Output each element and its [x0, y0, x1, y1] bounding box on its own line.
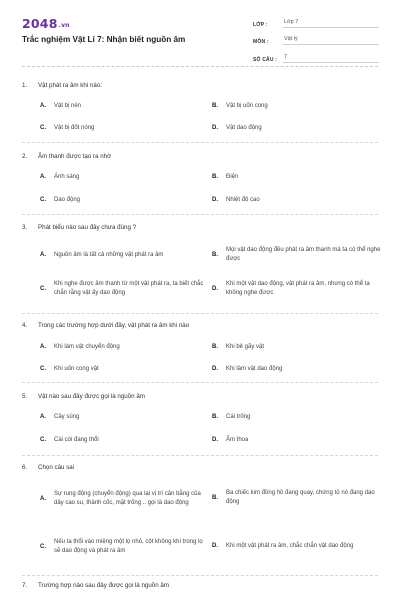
option-text: Điện: [226, 174, 239, 180]
option-d[interactable]: [212, 124, 382, 133]
question-text: [22, 322, 189, 329]
option-text: Khi bẻ gãy vật: [226, 344, 265, 350]
option-letter: D.: [212, 286, 218, 292]
question-stem: Vật nào sau đây được gọi là nguồn âm: [38, 393, 145, 400]
question-number: 3.: [22, 224, 28, 231]
meta-info: [253, 14, 379, 67]
option-a[interactable]: [40, 102, 200, 111]
option-c[interactable]: [40, 124, 200, 133]
question-stem: Trong các trường hợp dưới đây, vật phát ra âm khi nào: [38, 322, 190, 329]
question-stem: Chọn câu sai: [38, 464, 75, 471]
option-text: Cái còi đang thổi: [54, 437, 99, 443]
logo-suffix: .vn: [58, 22, 70, 29]
option-letter: C.: [40, 437, 46, 444]
option-c[interactable]: [40, 527, 208, 567]
option-b[interactable]: [212, 173, 382, 182]
question-divider: [22, 313, 378, 314]
question-divider: [22, 214, 378, 215]
option-b[interactable]: [212, 486, 384, 510]
option-letter: D.: [212, 543, 218, 549]
option-letter: D.: [212, 366, 218, 373]
option-text: Vật bị nén: [54, 103, 82, 109]
option-text: Vật dao động: [226, 125, 262, 131]
option-text: Sự rung động (chuyển động) qua lại vị trí cân bằng của dây cao su, thành cốc, mặt trống .. gọi là dao động: [54, 491, 201, 506]
option-b[interactable]: [212, 343, 382, 352]
question-text: [22, 224, 136, 231]
option-text: Ánh sáng: [54, 174, 80, 180]
meta-value-count: 7: [283, 54, 379, 63]
question-text: [22, 153, 111, 160]
option-letter: C.: [40, 125, 46, 132]
option-d[interactable]: [212, 365, 382, 374]
option-letter: C.: [40, 366, 46, 373]
option-a[interactable]: [40, 343, 200, 352]
option-text: Khi nghe được âm thanh từ một vật phát ra, ta biết chắc chắn rằng vật ấy dao động: [54, 281, 204, 296]
option-text: Dao động: [54, 197, 81, 203]
option-d[interactable]: [212, 436, 382, 445]
option-text: Khi một vật phát ra âm, chắc chắn vật dao động: [226, 542, 354, 549]
question-divider: [22, 455, 378, 456]
document-title: Trắc nghiệm Vật Lí 7: Nhận biết nguồn âm: [22, 35, 186, 44]
option-a[interactable]: [40, 245, 208, 265]
option-letter: B.: [212, 495, 218, 501]
option-a[interactable]: [40, 173, 200, 182]
question-divider: [22, 575, 378, 576]
question-stem: Phát biểu nào sau đây chưa đúng ?: [38, 224, 137, 231]
option-letter: A.: [40, 103, 46, 110]
option-letter: B.: [212, 344, 218, 351]
site-logo[interactable]: [22, 16, 70, 31]
option-text: Khi uốn cong vật: [54, 366, 99, 372]
question-number: 6.: [22, 464, 28, 471]
question-divider: [22, 142, 378, 143]
question-text: [22, 582, 169, 589]
option-c[interactable]: [40, 279, 208, 299]
meta-key: SỐ CÂU :: [253, 56, 278, 63]
option-text: Âm thoa: [226, 437, 249, 443]
option-text: Nguồn âm là tất cả những vật phát ra âm: [54, 251, 164, 258]
option-c[interactable]: [40, 436, 200, 445]
option-c[interactable]: [40, 196, 200, 205]
option-letter: D.: [212, 197, 218, 204]
question-number: 2.: [22, 153, 28, 160]
option-text: Khi làm vật dao động: [226, 366, 283, 372]
meta-value-subject: Vật lý: [283, 36, 379, 45]
option-letter: A.: [40, 174, 46, 181]
option-letter: C.: [40, 544, 46, 550]
option-text: Nhiệt độ cao: [226, 197, 260, 203]
option-letter: C.: [40, 286, 46, 292]
meta-key: LỚP :: [253, 21, 268, 28]
logo-text: 2048: [22, 16, 58, 31]
question-number: 1.: [22, 82, 28, 89]
option-letter: D.: [212, 125, 218, 132]
meta-row-subject: [253, 32, 379, 46]
option-text: Vật bị uốn cong: [226, 103, 268, 109]
option-letter: A.: [40, 414, 46, 421]
option-letter: B.: [212, 252, 218, 258]
option-letter: B.: [212, 414, 218, 421]
question-text: [22, 393, 145, 400]
question-number: 7.: [22, 582, 28, 589]
option-text: Khi làm vật chuyển động: [54, 344, 120, 350]
question-number: 4.: [22, 322, 28, 329]
option-c[interactable]: [40, 365, 200, 374]
option-letter: C.: [40, 197, 46, 204]
meta-row-class: [253, 14, 379, 28]
option-text: Nếu ta thổi vào miệng một lọ nhỏ, cột không khí trong lọ sẽ dao động và phát ra âm: [54, 539, 203, 554]
option-d[interactable]: [212, 534, 384, 558]
question-text: [22, 464, 74, 471]
option-b[interactable]: [212, 102, 382, 111]
option-d[interactable]: [212, 279, 384, 299]
option-a[interactable]: [40, 479, 208, 519]
option-b[interactable]: [212, 413, 382, 422]
option-letter: A.: [40, 344, 46, 351]
option-text: Cây súng: [54, 414, 80, 420]
meta-row-count: [253, 49, 379, 63]
question-stem: Trường hợp nào sau đây được gọi là nguồn âm: [38, 582, 169, 589]
option-text: Cái trống: [226, 414, 251, 420]
option-d[interactable]: [212, 196, 382, 205]
option-letter: B.: [212, 103, 218, 110]
option-letter: D.: [212, 437, 218, 444]
option-text: Ba chiếc kim đồng hồ đang quay, chứng tỏ nó đang dao động: [226, 490, 375, 505]
question-stem: Âm thanh được tạo ra nhờ: [38, 153, 112, 160]
option-text: Vật bị đốt nóng: [54, 125, 95, 131]
option-letter: A.: [40, 252, 46, 258]
option-text: Mọi vật dao động đều phát ra âm thanh mà ta có thể nghe được: [226, 247, 381, 262]
option-b[interactable]: [212, 245, 384, 265]
question-stem: Vật phát ra âm khi nào:: [38, 82, 102, 89]
option-a[interactable]: [40, 413, 200, 422]
question-divider: [22, 382, 378, 383]
question-number: 5.: [22, 393, 28, 400]
question-text: [22, 82, 102, 89]
header-divider: [22, 66, 378, 67]
meta-value-class: Lớp 7: [283, 19, 379, 28]
option-letter: B.: [212, 174, 218, 181]
meta-key: MÔN :: [253, 39, 269, 45]
option-text: Khi một vật dao động, vật phát ra âm, nhưng có thể ta không nghe được: [226, 281, 370, 296]
option-letter: A.: [40, 496, 46, 502]
